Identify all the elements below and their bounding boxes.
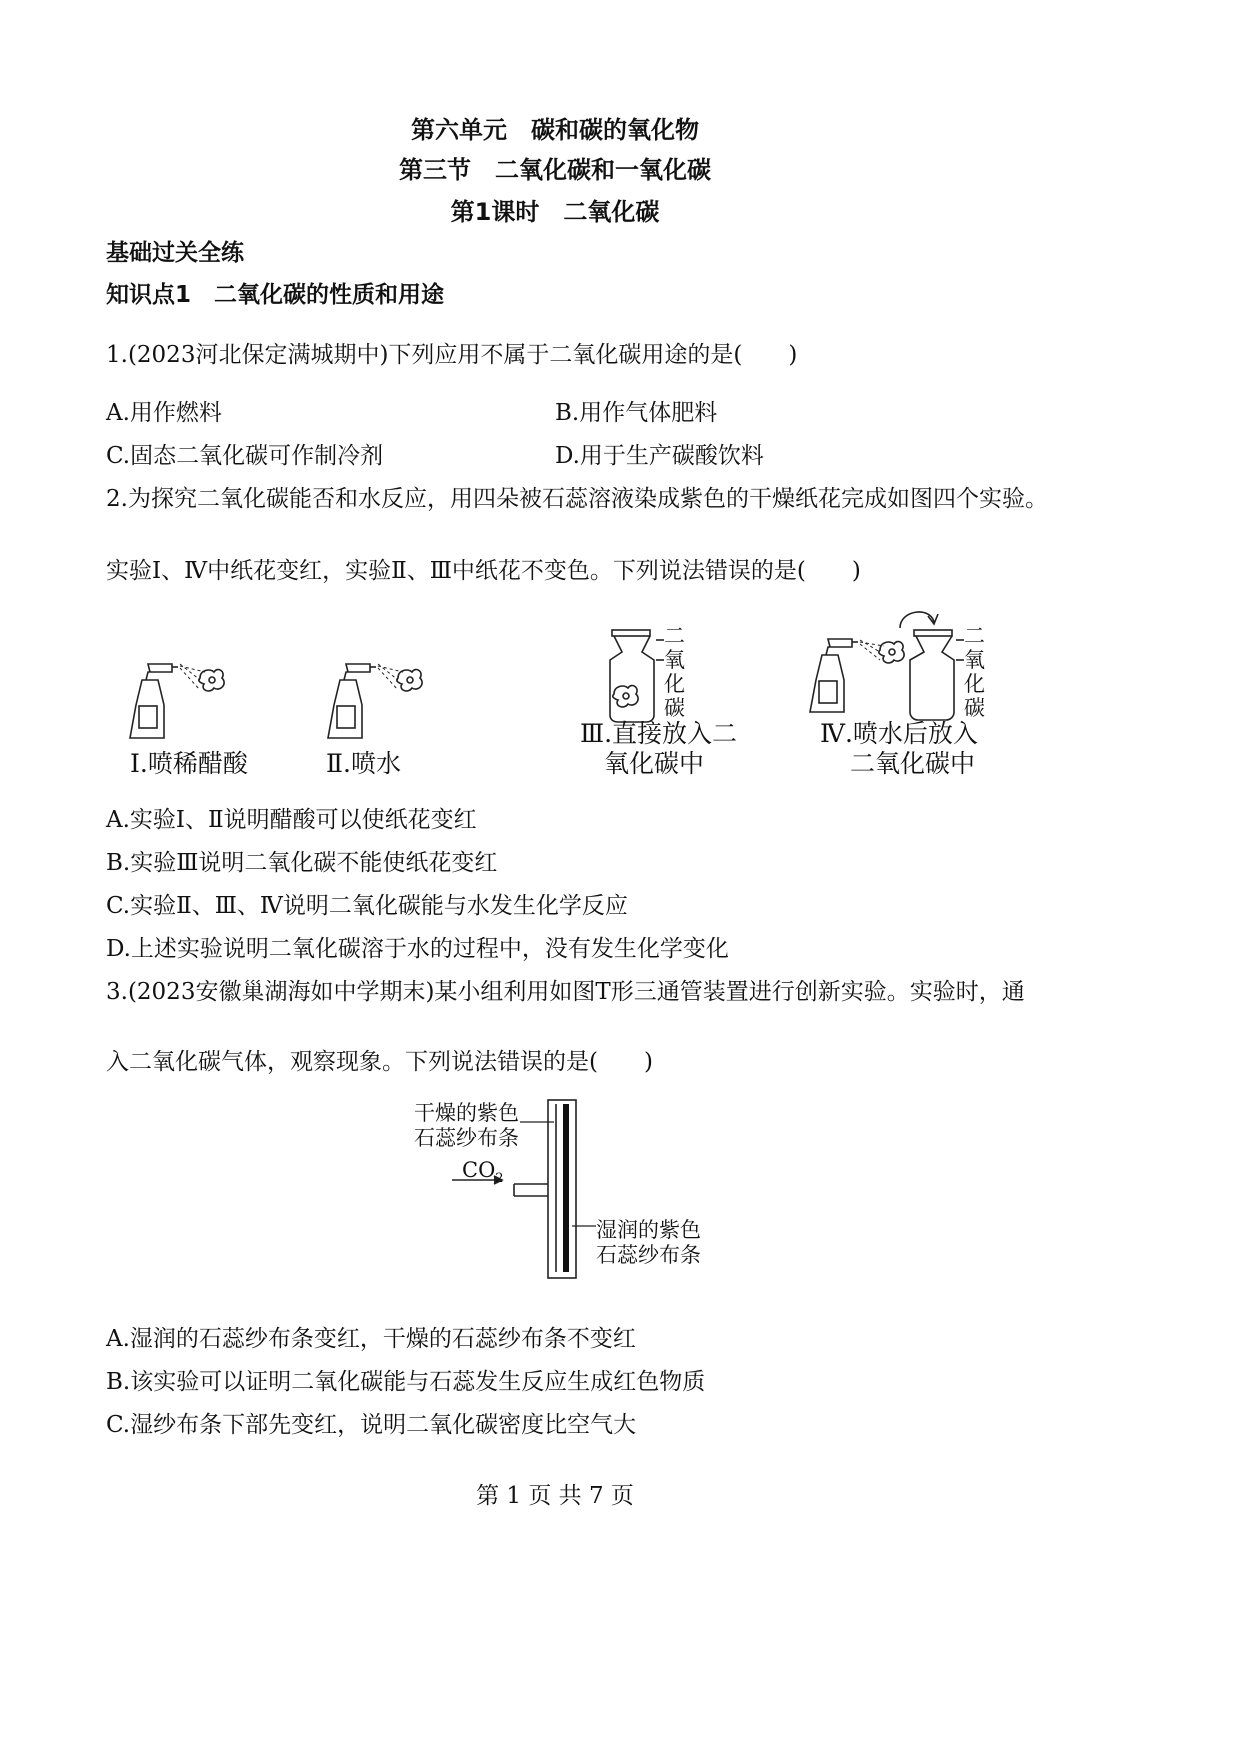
dry-strip-label-line1: 干燥的紫色 bbox=[414, 1101, 519, 1125]
practice-heading: 基础过关全练 bbox=[106, 240, 244, 266]
question-2-stem-line1: 2.为探究二氧化碳能否和水反应，用四朵被石蕊溶液染成紫色的干燥纸花完成如图四个实验。 bbox=[106, 486, 1048, 512]
question-3-stem-line2: 入二氧化碳气体，观察现象。下列说法错误的是( ) bbox=[106, 1049, 653, 1075]
question-3-option-b: B.该实验可以证明二氧化碳能与石蕊发生反应生成红色物质 bbox=[106, 1369, 706, 1395]
jar-4-label-char: 氧 bbox=[964, 648, 985, 672]
wet-strip-label-line2: 石蕊纱布条 bbox=[596, 1243, 701, 1267]
jar-3-label-char: 化 bbox=[664, 672, 685, 696]
question-3-option-c: C.湿纱布条下部先变红，说明二氧化碳密度比空气大 bbox=[106, 1412, 637, 1438]
question-1-stem: 1.(2023河北保定满城期中)下列应用不属于二氧化碳用途的是( ) bbox=[106, 342, 798, 368]
experiment-1-caption: Ⅰ.喷稀醋酸 bbox=[130, 749, 248, 778]
dry-strip-label-line2: 石蕊纱布条 bbox=[414, 1126, 519, 1150]
page-number: 第 1 页 共 7 页 bbox=[476, 1483, 634, 1509]
jar-4-label-char: 化 bbox=[964, 672, 985, 696]
jar-3-label-char: 碳 bbox=[664, 696, 685, 720]
section-title: 第三节 二氧化碳和一氧化碳 bbox=[399, 156, 711, 184]
question-3-option-a: A.湿润的石蕊纱布条变红，干燥的石蕊纱布条不变红 bbox=[106, 1326, 636, 1352]
question-2-option-a: A.实验Ⅰ、Ⅱ说明醋酸可以使纸花变红 bbox=[106, 807, 477, 833]
question-1-option-b: B.用作气体肥料 bbox=[555, 400, 718, 426]
jar-3-label-char: 氧 bbox=[664, 648, 685, 672]
jar-3-label-char: 二 bbox=[664, 624, 685, 648]
vertical-tube-icon bbox=[548, 1100, 576, 1278]
jar-4-label-char: 二 bbox=[964, 624, 985, 648]
experiment-2-caption: Ⅱ.喷水 bbox=[326, 749, 401, 778]
question-1-option-c: C.固态二氧化碳可作制冷剂 bbox=[106, 443, 384, 469]
lesson-title: 第1课时 二氧化碳 bbox=[450, 198, 660, 226]
question-1-option-a: A.用作燃料 bbox=[106, 400, 222, 426]
experiment-3-caption-line1: Ⅲ.直接放入二 bbox=[580, 719, 738, 748]
experiment-4-caption-line1: Ⅳ.喷水后放入 bbox=[820, 719, 978, 748]
question-2-option-d: D.上述实验说明二氧化碳溶于水的过程中，没有发生化学变化 bbox=[106, 936, 729, 962]
question-2-option-b: B.实验Ⅲ说明二氧化碳不能使纸花变红 bbox=[106, 850, 498, 876]
knowledge-point-heading: 知识点1 二氧化碳的性质和用途 bbox=[106, 282, 445, 308]
jar-4-label-char: 碳 bbox=[964, 696, 985, 720]
side-inlet-tube-icon bbox=[514, 1184, 548, 1196]
litmus-strip-icon bbox=[563, 1104, 569, 1272]
experiment-4-caption-line2: 二氧化碳中 bbox=[850, 749, 976, 778]
question-3-stem-line1: 3.(2023安徽巢湖海如中学期末)某小组利用如图T形三通管装置进行创新实验。实验时，通 bbox=[106, 979, 1025, 1005]
question-2-option-c: C.实验Ⅱ、Ⅲ、Ⅳ说明二氧化碳能与水发生化学反应 bbox=[106, 893, 628, 919]
experiment-3-caption-line2: 氧化碳中 bbox=[604, 749, 705, 778]
question-1-option-d: D.用于生产碳酸饮料 bbox=[555, 443, 764, 469]
co2-label bbox=[462, 1158, 504, 1186]
co2-label-subscript: 2 bbox=[495, 1171, 504, 1187]
wet-strip-label-line1: 湿润的紫色 bbox=[596, 1218, 701, 1242]
unit-title: 第六单元 碳和碳的氧化物 bbox=[411, 116, 699, 144]
co2-label-text: CO bbox=[462, 1158, 496, 1182]
question-2-stem-line2: 实验Ⅰ、Ⅳ中纸花变红，实验Ⅱ、Ⅲ中纸花不变色。下列说法错误的是( ) bbox=[106, 558, 861, 584]
